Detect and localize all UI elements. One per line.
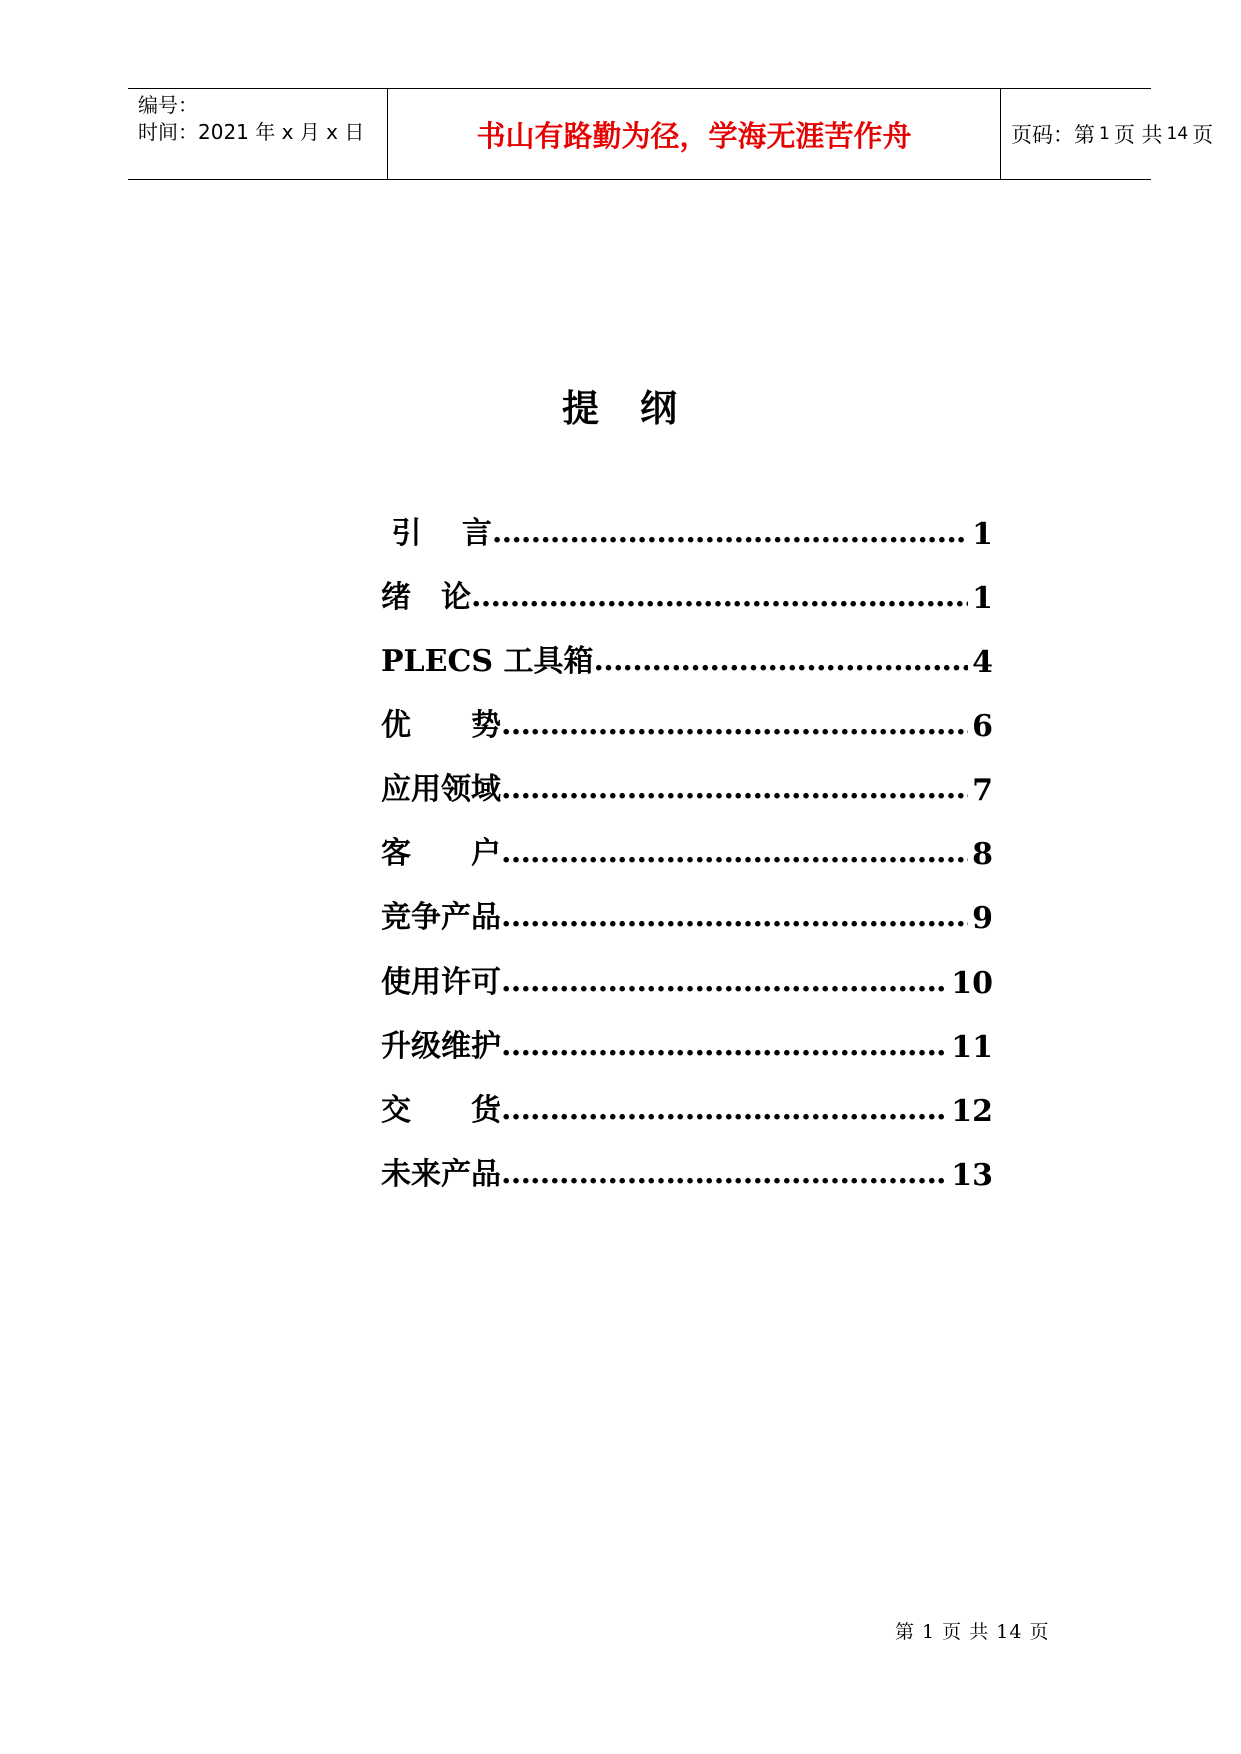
toc-item-page: 12 xyxy=(951,1094,993,1129)
toc-item-label: 客 户 xyxy=(381,836,501,871)
toc-item-page: 4 xyxy=(972,645,993,680)
toc-item-page: 6 xyxy=(972,709,993,744)
header-info-cell xyxy=(128,89,388,179)
toc-item[interactable] xyxy=(381,576,993,616)
toc-item-label: 优 势 xyxy=(381,708,501,743)
toc-leader-dots xyxy=(501,768,968,808)
toc-item-label: 升级维护 xyxy=(381,1029,501,1064)
motto-text: 书山有路勤为径，学海无涯苦作舟 xyxy=(476,118,912,153)
toc-item[interactable] xyxy=(381,640,993,680)
toc-item-page: 11 xyxy=(951,1030,993,1065)
header-page-cell xyxy=(1001,89,1214,179)
toc-leader-dots xyxy=(471,576,968,616)
toc-item-page: 1 xyxy=(972,581,993,616)
page-prefix: 页码：第 xyxy=(1011,123,1095,147)
page-title: 提 纲 xyxy=(562,386,679,430)
date-label: 时间：2021 年 x 月 x 日 xyxy=(138,120,365,144)
toc-item[interactable] xyxy=(381,704,993,744)
toc-leader-dots xyxy=(501,1153,947,1193)
toc-leader-dots xyxy=(501,1025,947,1065)
toc-item-page: 8 xyxy=(972,837,993,872)
toc-item[interactable] xyxy=(381,961,993,1001)
toc-item-label: 交 货 xyxy=(381,1093,501,1128)
toc-leader-dots xyxy=(501,704,968,744)
toc-item[interactable] xyxy=(381,1025,993,1065)
toc-item-label: 未来产品 xyxy=(381,1157,501,1192)
toc-item-page: 1 xyxy=(972,517,993,552)
toc-leader-dots xyxy=(492,512,968,552)
toc-item-page: 10 xyxy=(951,966,993,1001)
toc-leader-dots xyxy=(501,961,947,1001)
toc-item[interactable] xyxy=(381,768,993,808)
toc-leader-dots xyxy=(501,832,968,872)
document-header xyxy=(128,88,1214,180)
page-current: 1 xyxy=(1099,124,1110,144)
toc-item-page: 9 xyxy=(972,901,993,936)
toc-leader-dots xyxy=(594,640,969,680)
toc-item-label: 应用领域 xyxy=(381,772,501,807)
toc-item-page: 13 xyxy=(951,1158,993,1193)
page-middle: 页 共 xyxy=(1113,123,1163,147)
toc-item-label: 使用许可 xyxy=(381,965,501,1000)
toc-item-label: 绪 论 xyxy=(381,580,471,615)
toc-item-label: PLECS 工具箱 xyxy=(381,644,594,679)
number-label: 编号： xyxy=(138,93,198,117)
toc-leader-dots xyxy=(501,896,968,936)
toc-item[interactable] xyxy=(381,1153,993,1193)
toc-item[interactable] xyxy=(381,1089,993,1129)
toc-item[interactable] xyxy=(381,896,993,936)
page-suffix: 页 xyxy=(1192,123,1214,147)
toc-leader-dots xyxy=(501,1089,947,1129)
toc-item-page: 7 xyxy=(972,773,993,808)
toc-item[interactable] xyxy=(381,512,993,552)
toc-item-label: 竞争产品 xyxy=(381,900,501,935)
page-total: 14 xyxy=(1166,124,1189,144)
toc-item-label: 引 言 xyxy=(381,516,492,551)
page-footer: 第 1 页 共 14 页 xyxy=(895,1621,1050,1643)
header-motto-cell xyxy=(388,89,1001,179)
toc-item[interactable] xyxy=(381,832,993,872)
